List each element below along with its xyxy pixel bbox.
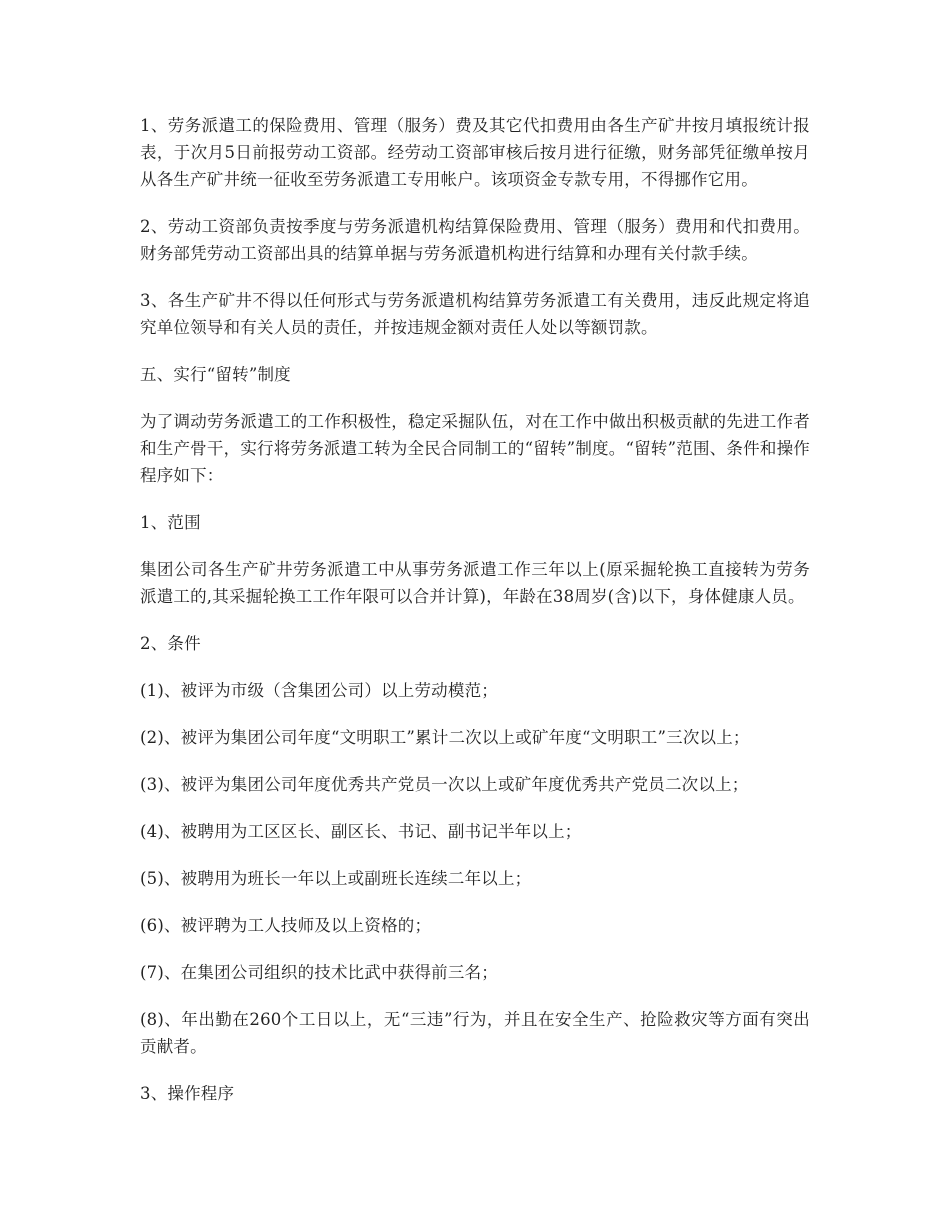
condition-item: (8)、年出勤在260个工日以上，无“三违”行为，并且在安全生产、抢险救灾等方面有突出贡献者。	[140, 1010, 810, 1056]
document-body	[140, 112, 810, 1127]
condition-item: (5)、被聘用为班长一年以上或副班长连续二年以上；	[140, 869, 532, 888]
paragraph-scope: 集团公司各生产矿井劳务派遣工中从事劳务派遣工作三年以上(原采掘轮换工直接转为劳务派遣工的,其采掘轮换工工作年限可以合并计算)，年龄在38周岁(含)以下，身体健康人员。	[140, 560, 810, 606]
paragraph-quarterly-settlement: 2、劳动工资部负责按季度与劳务派遣机构结算保险费用、管理（服务）费用和代扣费用。财务部凭劳动工资部出具的结算单据与劳务派遣机构进行结算和办理有关付款手续。	[140, 217, 810, 263]
condition-item: (3)、被评为集团公司年度优秀共产党员一次以上或矿年度优秀共产党员二次以上；	[140, 775, 749, 794]
condition-item: (2)、被评为集团公司年度“文明职工”累计二次以上或矿年度“文明职工”三次以上；	[140, 728, 750, 747]
paragraph-fee-reporting: 1、劳务派遣工的保险费用、管理（服务）费及其它代扣费用由各生产矿井按月填报统计报表，于次月5日前报劳动工资部。经劳动工资部审核后按月进行征缴，财务部凭征缴单按月从各生产矿井统一征收至劳务派遣工专用帐户。该项资金专款专用，不得挪作它用。	[140, 116, 810, 189]
subheading-conditions: 2、条件	[140, 634, 201, 653]
paragraph-settlement-prohibition: 3、各生产矿井不得以任何形式与劳务派遣机构结算劳务派遣工有关费用，违反此规定将追究单位领导和有关人员的责任，并按违规金额对责任人处以等额罚款。	[140, 291, 810, 337]
condition-item: (1)、被评为市级（含集团公司）以上劳动模范；	[140, 681, 498, 700]
paragraph-retention-intro: 为了调动劳务派遣工的工作积极性，稳定采掘队伍，对在工作中做出积极贡献的先进工作者和生产骨干，实行将劳务派遣工转为全民合同制工的“留转”制度。“留转”范围、条件和操作程序如下：	[140, 412, 810, 485]
section-heading-retention-system: 五、实行“留转”制度	[140, 365, 291, 384]
condition-item: (4)、被聘用为工区区长、副区长、书记、副书记半年以上；	[140, 822, 582, 841]
subheading-scope: 1、范围	[140, 513, 201, 532]
condition-item: (7)、在集团公司组织的技术比武中获得前三名；	[140, 963, 498, 982]
condition-item: (6)、被评聘为工人技师及以上资格的；	[140, 916, 432, 935]
subheading-procedure: 3、操作程序	[140, 1084, 235, 1103]
